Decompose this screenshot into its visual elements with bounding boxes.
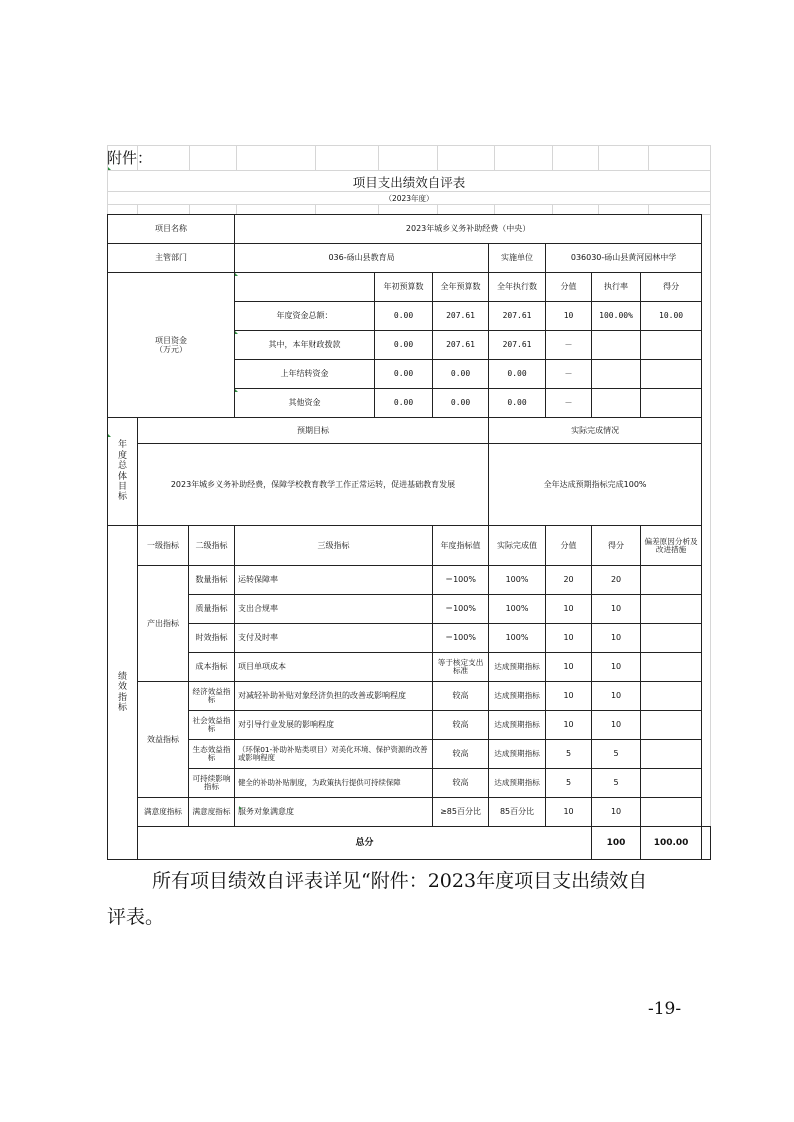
indicator-actual: 100% xyxy=(489,595,546,624)
indicator-l3: 支出合规率 xyxy=(235,595,433,624)
perf-header-row xyxy=(108,526,711,566)
fund-header: 全年执行数 xyxy=(489,273,546,302)
indicator-l3: 对减轻补助补贴对象经济负担的改善或影响程度 xyxy=(235,682,433,711)
indicator-l2: 可持续影响指标 xyxy=(189,769,235,798)
indicator-got: 10 xyxy=(592,682,641,711)
fund-cell: 207.61 xyxy=(433,331,489,360)
perf-header: 年度指标值 xyxy=(433,526,489,566)
fund-header-row xyxy=(108,273,711,302)
cell-marker xyxy=(108,167,111,170)
perf-header: 二级指标 xyxy=(189,526,235,566)
indicator-got: 5 xyxy=(592,769,641,798)
indicator-actual: 达成预期指标 xyxy=(489,653,546,682)
project-name-row xyxy=(108,215,711,244)
expected-goal-label: 预期目标 xyxy=(138,418,489,444)
cell-marker xyxy=(235,389,238,392)
output-indicator-label: 产出指标 xyxy=(138,566,189,682)
actual-completion-label: 实际完成情况 xyxy=(489,418,702,444)
annual-goal-header-row xyxy=(108,418,711,444)
fund-header: 全年预算数 xyxy=(433,273,489,302)
perf-header: 实际完成值 xyxy=(489,526,546,566)
fund-cell: 100.00% xyxy=(592,302,641,331)
indicator-row xyxy=(108,769,711,798)
fund-cell: － xyxy=(546,331,592,360)
fund-cell: 10.00 xyxy=(641,302,702,331)
fund-header: 年初预算数 xyxy=(375,273,433,302)
department-row xyxy=(108,244,711,273)
indicator-deviation xyxy=(641,624,702,653)
perf-header: 三级指标 xyxy=(235,526,433,566)
fund-cell: 0.00 xyxy=(489,389,546,418)
indicator-l2: 生态效益指标 xyxy=(189,740,235,769)
indicator-l2: 经济效益指标 xyxy=(189,682,235,711)
fund-header: 得分 xyxy=(641,273,702,302)
indicator-row xyxy=(108,740,711,769)
indicator-actual: 100% xyxy=(489,566,546,595)
perf-indicator-label: 绩 效 指 标 xyxy=(108,526,138,860)
total-row xyxy=(108,827,711,860)
indicator-l2: 满意度指标 xyxy=(189,798,235,827)
indicator-score: 10 xyxy=(546,711,592,740)
perf-header: 得分 xyxy=(592,526,641,566)
indicator-score: 5 xyxy=(546,740,592,769)
fund-header: 分值 xyxy=(546,273,592,302)
indicator-got: 10 xyxy=(592,624,641,653)
annual-goal-content-row xyxy=(108,444,711,526)
indicator-l2: 质量指标 xyxy=(189,595,235,624)
indicator-deviation xyxy=(641,653,702,682)
page-number: -19- xyxy=(648,999,682,1019)
indicator-actual: 达成预期指标 xyxy=(489,740,546,769)
indicator-score: 10 xyxy=(546,798,592,827)
fund-cell: 0.00 xyxy=(375,331,433,360)
impl-label: 实施单位 xyxy=(489,244,546,273)
cell-marker xyxy=(235,273,238,276)
fund-cell xyxy=(592,360,641,389)
perf-header: 一级指标 xyxy=(138,526,189,566)
indicator-actual: 达成预期指标 xyxy=(489,682,546,711)
indicator-l2: 数量指标 xyxy=(189,566,235,595)
indicator-target: 较高 xyxy=(433,769,489,798)
indicator-target: ≥85百分比 xyxy=(433,798,489,827)
indicator-score: 10 xyxy=(546,653,592,682)
indicator-row xyxy=(108,682,711,711)
fund-header: 执行率 xyxy=(592,273,641,302)
fund-cell xyxy=(641,389,702,418)
indicator-score: 5 xyxy=(546,769,592,798)
indicator-actual: 100% xyxy=(489,624,546,653)
actual-completion-text: 全年达成预期指标完成100% xyxy=(489,444,702,526)
indicator-target: 较高 xyxy=(433,711,489,740)
dept-label: 主管部门 xyxy=(108,244,235,273)
perf-header: 偏差原因分析及改进措施 xyxy=(641,526,702,566)
indicator-row xyxy=(108,624,711,653)
fund-cell: 10 xyxy=(546,302,592,331)
fund-cell: 207.61 xyxy=(489,302,546,331)
indicator-l3: 服务对象满意度 xyxy=(235,798,433,827)
fund-cell: 0.00 xyxy=(375,389,433,418)
total-score: 100 xyxy=(592,827,641,860)
fund-row-label: 上年结转资金 xyxy=(235,360,375,389)
cell-marker xyxy=(108,434,111,437)
satisfaction-indicator-label: 满意度指标 xyxy=(138,798,189,827)
indicator-deviation xyxy=(641,595,702,624)
indicator-got: 10 xyxy=(592,711,641,740)
indicator-l3: 健全的补助补贴制度，为政策执行提供可持续保障 xyxy=(235,769,433,798)
total-got: 100.00 xyxy=(641,827,702,860)
fund-row-label: 其他资金 xyxy=(235,389,375,418)
fund-cell: － xyxy=(546,389,592,418)
indicator-target: ＝100% xyxy=(433,595,489,624)
evaluation-table xyxy=(107,214,711,860)
indicator-target: ＝100% xyxy=(433,566,489,595)
indicator-got: 10 xyxy=(592,798,641,827)
cell-marker xyxy=(239,806,242,809)
indicator-row xyxy=(108,711,711,740)
fund-cell: 207.61 xyxy=(489,331,546,360)
fund-cell xyxy=(592,389,641,418)
indicator-target: 较高 xyxy=(433,740,489,769)
project-name-label: 项目名称 xyxy=(108,215,235,244)
indicator-score: 10 xyxy=(546,595,592,624)
expected-goal-text: 2023年城乡义务补助经费，保障学校教育教学工作正常运转，促进基础教育发展 xyxy=(138,444,489,526)
indicator-deviation xyxy=(641,566,702,595)
fund-header-blank xyxy=(235,273,375,302)
fund-cell: 0.00 xyxy=(433,360,489,389)
indicator-score: 20 xyxy=(546,566,592,595)
indicator-got: 20 xyxy=(592,566,641,595)
fund-cell: 0.00 xyxy=(375,302,433,331)
fund-row-label: 年度资金总额： xyxy=(235,302,375,331)
indicator-deviation xyxy=(641,798,702,827)
indicator-got: 10 xyxy=(592,595,641,624)
indicator-score: 10 xyxy=(546,682,592,711)
fund-cell xyxy=(641,360,702,389)
fund-cell: 0.00 xyxy=(433,389,489,418)
year-note: （2023年度） xyxy=(384,194,434,203)
fund-cell: － xyxy=(546,360,592,389)
indicator-l3: 项目单项成本 xyxy=(235,653,433,682)
annual-goal-label: 年 度 总 体 目 标 xyxy=(108,418,138,526)
perf-header: 分值 xyxy=(546,526,592,566)
indicator-actual: 达成预期指标 xyxy=(489,711,546,740)
indicator-deviation xyxy=(641,682,702,711)
benefit-indicator-label: 效益指标 xyxy=(138,682,189,798)
indicator-got: 5 xyxy=(592,740,641,769)
indicator-got: 10 xyxy=(592,653,641,682)
indicator-target: ＝100% xyxy=(433,624,489,653)
indicator-row xyxy=(108,566,711,595)
fund-cell: 207.61 xyxy=(433,302,489,331)
indicator-actual: 85百分比 xyxy=(489,798,546,827)
indicator-row xyxy=(108,653,711,682)
table-title: 项目支出绩效自评表 xyxy=(352,175,466,190)
impl-value: 036030-砀山县黄河园林中学 xyxy=(546,244,702,273)
indicator-actual: 达成预期指标 xyxy=(489,769,546,798)
fund-cell: 0.00 xyxy=(375,360,433,389)
indicator-l3: 运转保障率 xyxy=(235,566,433,595)
body-paragraph-line2: 评表。 xyxy=(107,906,165,928)
indicator-deviation xyxy=(641,711,702,740)
indicator-target: 较高 xyxy=(433,682,489,711)
attachment-label: 附件： xyxy=(107,149,153,167)
indicator-row xyxy=(108,595,711,624)
indicator-l2: 时效指标 xyxy=(189,624,235,653)
total-label: 总分 xyxy=(138,827,592,860)
indicator-l3: 支付及时率 xyxy=(235,624,433,653)
fund-cell: 0.00 xyxy=(489,360,546,389)
indicator-deviation xyxy=(641,740,702,769)
fund-row-label: 其中，本年财政拨款 xyxy=(235,331,375,360)
total-deviation xyxy=(702,827,711,860)
indicator-l3: 对引导行业发展的影响程度 xyxy=(235,711,433,740)
body-paragraph-line1: 所有项目绩效自评表详见“附件：2023年度项目支出绩效自 xyxy=(152,870,648,892)
indicator-row xyxy=(108,798,711,827)
project-name-value: 2023年城乡义务补助经费（中央） xyxy=(235,215,702,244)
self-evaluation-sheet xyxy=(107,145,711,848)
fund-cell xyxy=(641,331,702,360)
dept-value: 036-砀山县教育局 xyxy=(235,244,489,273)
indicator-l2: 成本指标 xyxy=(189,653,235,682)
indicator-l3: （环保01-补助补贴类项目）对美化环境、保护资源的改善或影响程度 xyxy=(235,740,433,769)
indicator-deviation xyxy=(641,769,702,798)
fund-cell xyxy=(592,331,641,360)
cell-marker xyxy=(235,331,238,334)
fund-label: 项目资金 （万元） xyxy=(108,273,235,418)
indicator-l2: 社会效益指标 xyxy=(189,711,235,740)
indicator-score: 10 xyxy=(546,624,592,653)
indicator-target: 等于核定支出标准 xyxy=(433,653,489,682)
